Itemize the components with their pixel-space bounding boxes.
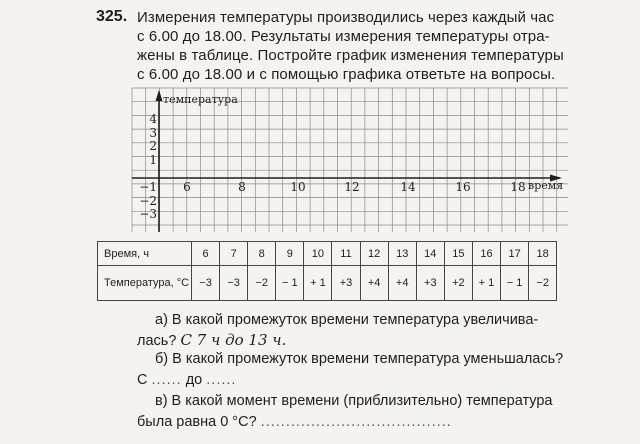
y-tick-label: −2	[139, 194, 157, 208]
x-tick-label: 16	[455, 180, 471, 194]
temperature-cell: +4	[388, 266, 416, 301]
question-a-handwritten-answer: С 7 ч до 13 ч.	[180, 331, 287, 349]
temperature-cell: −3	[192, 266, 220, 301]
y-tick-label: −3	[139, 207, 157, 221]
y-axis-label: температура	[163, 93, 238, 106]
hour-cell: 12	[360, 242, 388, 266]
question-b-to: до	[185, 372, 203, 388]
question-v-line1: в) В какой момент времени (приблизительно) температура	[155, 393, 553, 409]
hour-cell: 11	[332, 242, 360, 266]
table-row-temperature	[98, 266, 557, 301]
temperature-cell: + 1	[304, 266, 332, 301]
hour-cell: 14	[416, 242, 444, 266]
data-table	[97, 241, 557, 301]
temperature-header	[98, 266, 192, 301]
table-row-time	[98, 242, 557, 266]
hour-cell: 18	[529, 242, 557, 266]
x-tick-label: 8	[238, 180, 246, 194]
x-tick-label: 10	[290, 180, 306, 194]
x-tick-label: 12	[344, 180, 360, 194]
question-v-label: была равна 0 °С?	[137, 414, 257, 430]
hour-cell: 17	[501, 242, 529, 266]
question-b-answer-line	[137, 372, 236, 388]
question-v-line2	[137, 414, 452, 430]
temperature-cell: −2	[529, 266, 557, 301]
question-a-line1: а) В какой промежуток времени температура увеличива-	[155, 312, 539, 328]
hour-cell: 6	[192, 242, 220, 266]
problem-text-line-2: с 6.00 до 18.00. Результаты измерения температуры отра-	[137, 28, 550, 45]
temperature-cell: − 1	[276, 266, 304, 301]
hour-cell: 10	[304, 242, 332, 266]
temperature-cell: − 1	[501, 266, 529, 301]
y-tick-label: 4	[149, 112, 157, 126]
hour-cell: 7	[220, 242, 248, 266]
temperature-cell: +2	[444, 266, 472, 301]
problem-number: 325.	[96, 8, 128, 25]
y-tick-label: −1	[139, 180, 157, 194]
y-tick-labels	[139, 112, 157, 221]
x-tick-label: 14	[400, 180, 416, 194]
y-tick-label: 2	[149, 139, 157, 153]
hour-cell: 16	[472, 242, 500, 266]
question-b-line: б) В какой промежуток времени температура уменьшалась?	[155, 351, 564, 367]
question-a-label: лась?	[137, 333, 177, 349]
question-b-blank-2[interactable]: ......	[206, 372, 237, 388]
question-b-from: С	[137, 372, 148, 388]
x-tick-label: 6	[183, 180, 191, 194]
temperature-cell: + 1	[472, 266, 500, 301]
time-header: Время, ч	[98, 242, 192, 266]
question-b-blank-1[interactable]: ......	[151, 372, 182, 388]
graph-axes	[132, 90, 562, 232]
problem-text-line-3: жены в таблице. Постройте график изменения температуры	[137, 47, 564, 64]
hour-cell: 15	[444, 242, 472, 266]
y-tick-label: 3	[149, 126, 157, 140]
x-tick-label: 18	[510, 180, 526, 194]
problem-text-line-4: с 6.00 до 18.00 и с помощью графика ответьте на вопросы.	[137, 66, 556, 83]
problem-text-line-1: Измерения температуры производились через каждый час	[137, 9, 555, 26]
temperature-header-label: Температура, °C	[104, 277, 190, 289]
temperature-cell: +3	[332, 266, 360, 301]
temperature-cell: +3	[416, 266, 444, 301]
x-axis-label: время	[528, 179, 564, 192]
question-a-line2	[137, 331, 286, 349]
hour-cell: 8	[248, 242, 276, 266]
y-axis-arrow-icon	[156, 90, 163, 101]
hour-cell: 9	[276, 242, 304, 266]
temperature-cell: −3	[220, 266, 248, 301]
temperature-cell: +4	[360, 266, 388, 301]
y-tick-label: 1	[149, 153, 157, 167]
temperature-cell: −2	[248, 266, 276, 301]
question-v-blank[interactable]: ......................................	[260, 414, 452, 430]
grid-lines	[132, 88, 568, 232]
hour-cell: 13	[388, 242, 416, 266]
